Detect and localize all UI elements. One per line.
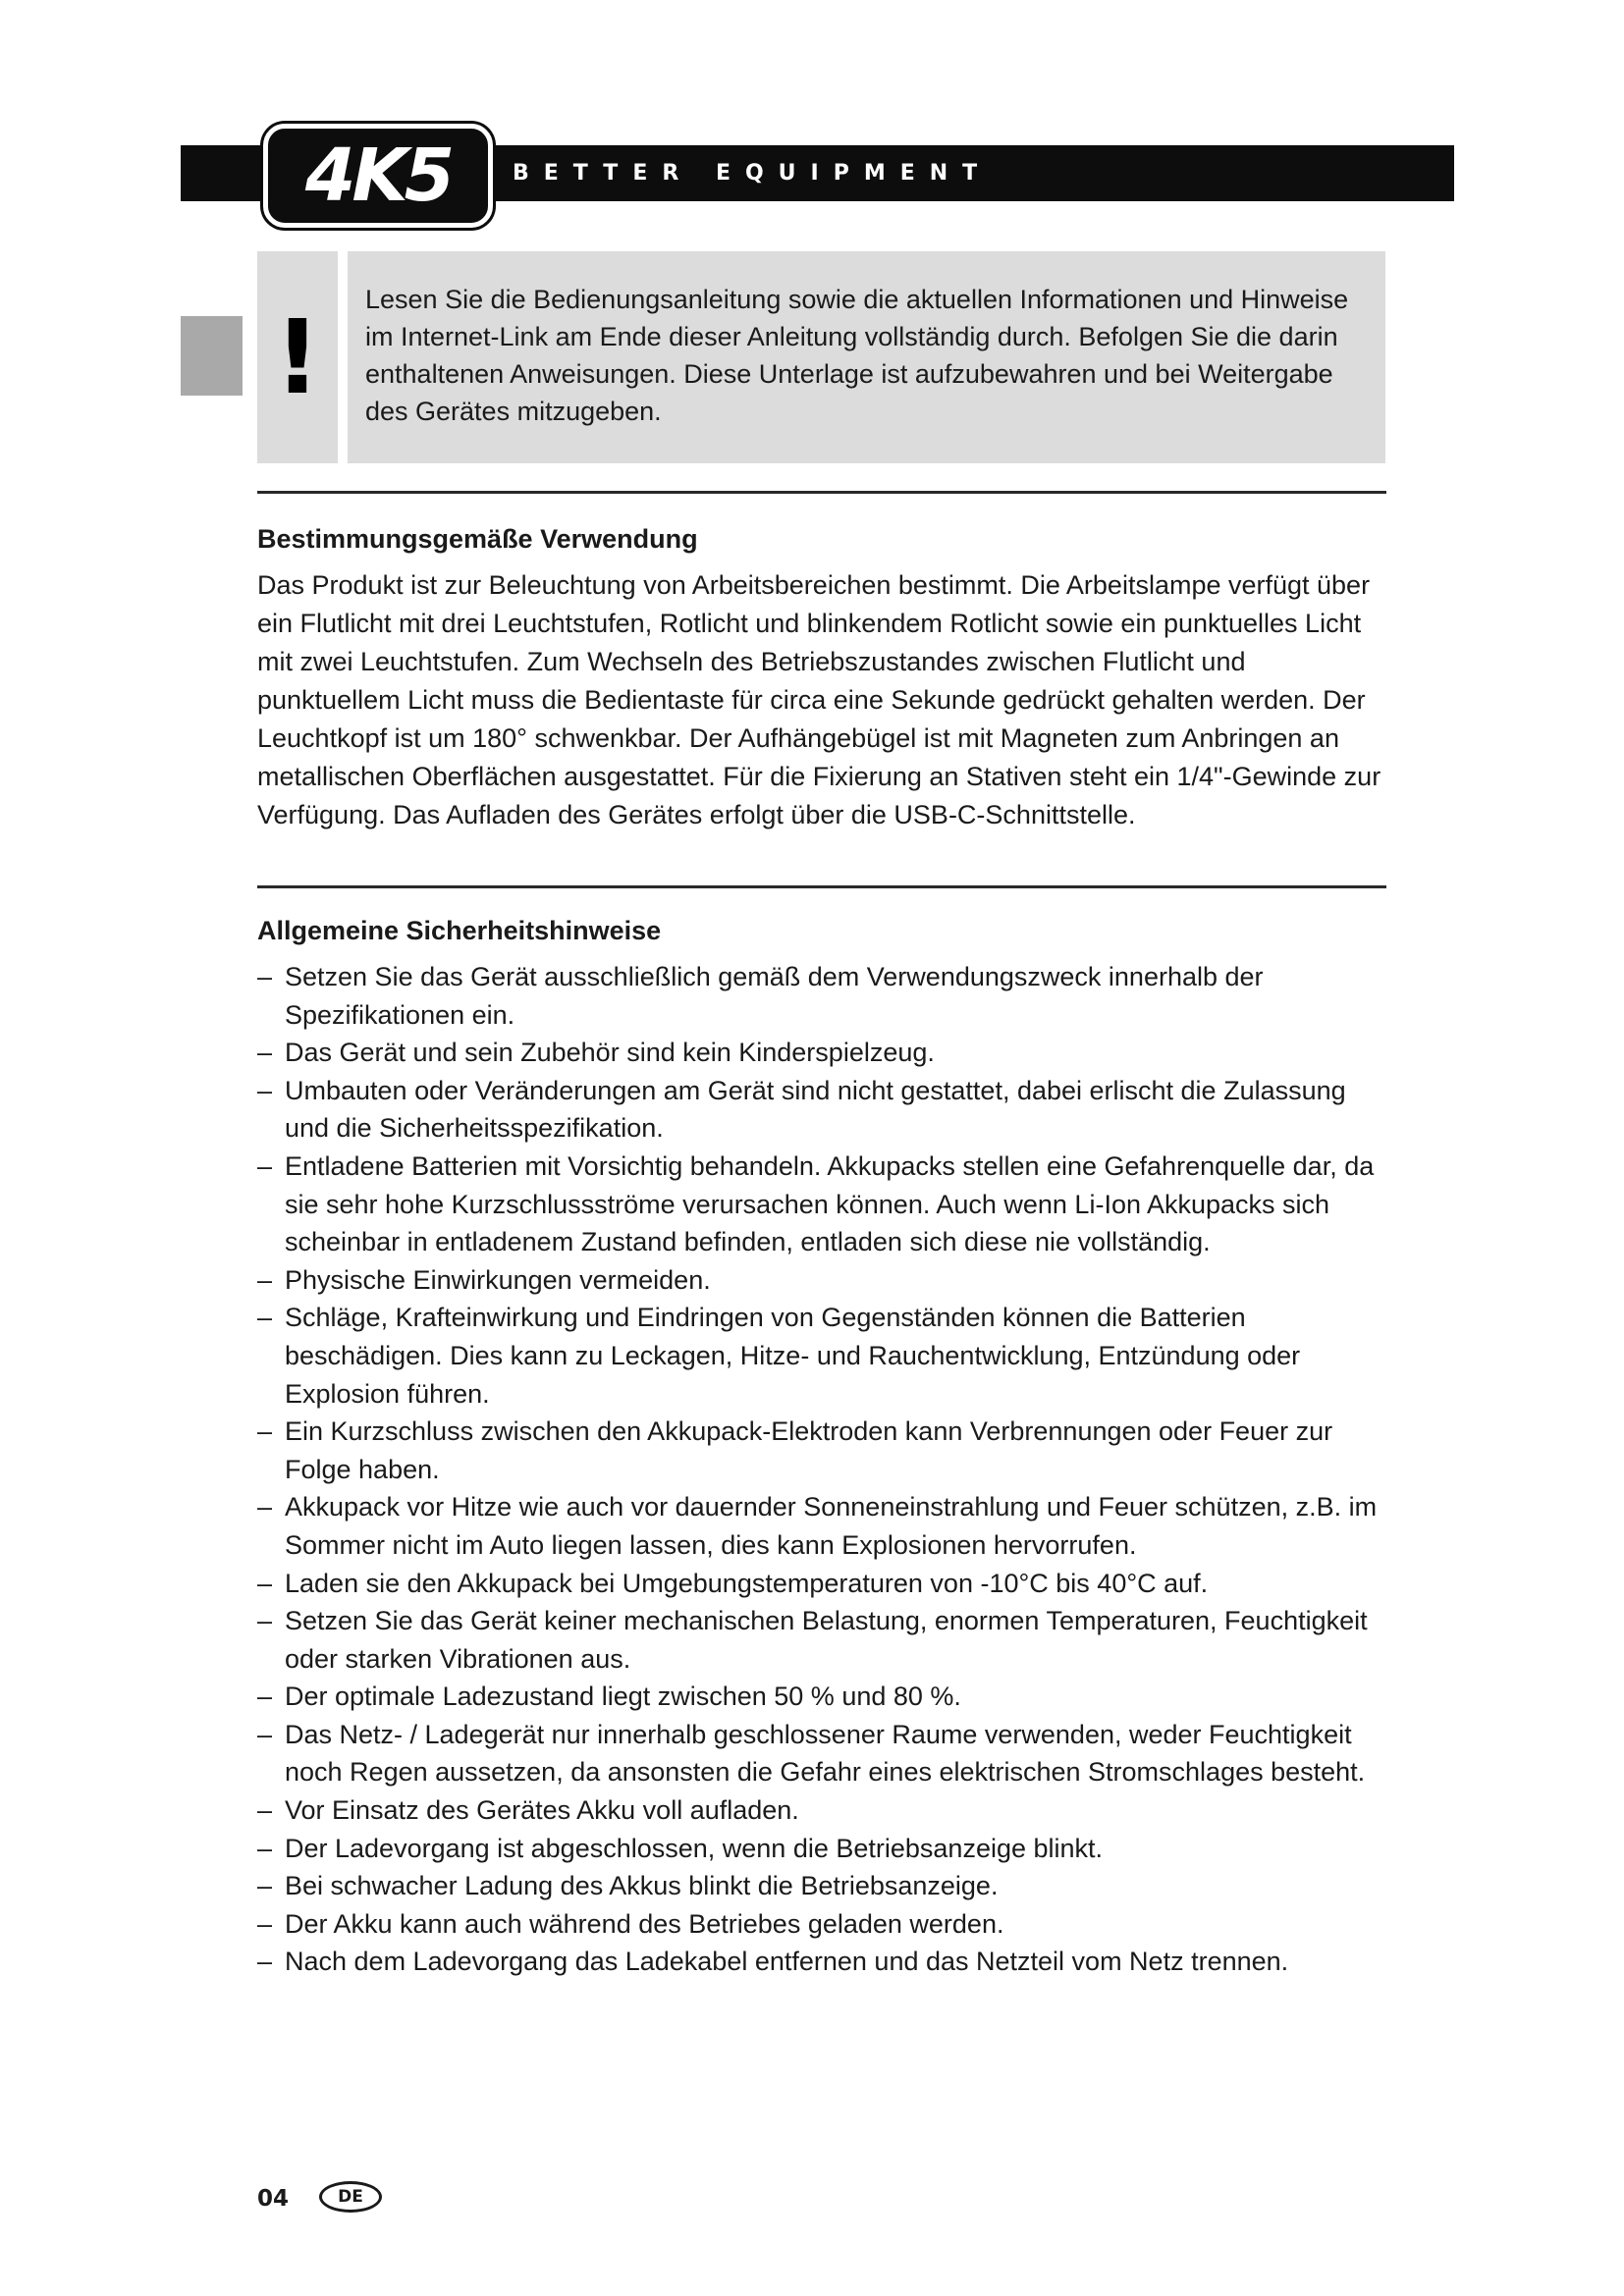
list-item-text: Akkupack vor Hitze wie auch vor dauernder Sonneneinstrahlung und Feuer schützen, z.B. im Sommer nicht im Auto liegen lassen, dies kann Explosionen hervorrufen. xyxy=(285,1492,1378,1560)
list-item-text: Setzen Sie das Gerät keiner mechanischen Belastung, enormen Temperaturen, Feuchtigkeit oder starken Vibrationen aus. xyxy=(285,1606,1368,1674)
notice-text: Lesen Sie die Bedienungsanleitung sowie die aktuellen Informationen und Hinweise im Internet-Link am Ende dieser Anleitung vollständig durch. Befolgen Sie die darin enthaltenen Anweisungen. Diese Unterlage ist aufzubewahren und bei Weitergabe des Gerätes mitzugeben. xyxy=(365,285,1349,426)
list-item xyxy=(257,1148,1386,1261)
page-number: 04 xyxy=(257,2186,290,2212)
list-item xyxy=(257,1565,1386,1603)
dash-bullet: – xyxy=(257,1719,273,1749)
dash-bullet: – xyxy=(257,1038,273,1068)
list-item-text: Nach dem Ladevorgang das Ladekabel entfernen und das Netzteil vom Netz trennen. xyxy=(285,1947,1289,1977)
dash-bullet: – xyxy=(257,1947,273,1977)
dash-bullet: – xyxy=(257,1492,273,1522)
brand-tagline: BETTER EQUIPMENT xyxy=(513,161,993,186)
list-item xyxy=(257,958,1386,1034)
list-item-text: Schläge, Krafteinwirkung und Eindringen von Gegenständen können die Batterien beschädigen. Dies kann zu Leckagen, Hitze- und Rauchentwicklung, Entzündung oder Explosion führen. xyxy=(285,1303,1301,1409)
dash-bullet: – xyxy=(257,1833,273,1863)
dash-bullet: – xyxy=(257,1303,273,1333)
intended-use-heading: Bestimmungsgemäße Verwendung xyxy=(257,524,698,554)
list-item xyxy=(257,1413,1386,1488)
list-item xyxy=(257,1905,1386,1944)
brand-logo xyxy=(263,124,493,228)
list-item-text: Bei schwacher Ladung des Akkus blinkt die Betriebsanzeige. xyxy=(285,1871,999,1901)
list-item xyxy=(257,1830,1386,1868)
list-item xyxy=(257,1488,1386,1564)
list-item-text: Der Akku kann auch während des Betriebes geladen werden. xyxy=(285,1908,1004,1939)
list-item xyxy=(257,1602,1386,1678)
side-marker xyxy=(181,316,243,396)
dash-bullet: – xyxy=(257,1568,273,1598)
list-item-text: Das Netz- / Ladegerät nur innerhalb geschlossener Raume verwenden, weder Feuchtigkeit noch Regen aussetzen, da ansonsten die Gefahr eines elektrischen Stromschlages besteht. xyxy=(285,1719,1366,1788)
dash-bullet: – xyxy=(257,962,273,991)
language-badge: DE xyxy=(319,2181,382,2213)
list-item xyxy=(257,1791,1386,1830)
notice-box xyxy=(348,251,1385,463)
dash-bullet: – xyxy=(257,1264,273,1295)
dash-bullet: – xyxy=(257,1682,273,1712)
list-item-text: Entladene Batterien mit Vorsichtig behandeln. Akkupacks stellen eine Gefahrenquelle dar, da sie sehr hohe Kurzschlussströme verursachen können. Auch wenn Li-Ion Akkupacks sich scheinbar in entladenem Zustand befinden, entladen sich diese nie vollständig. xyxy=(285,1150,1375,1257)
list-item-text: Ein Kurzschluss zwischen den Akkupack-Elektroden kann Verbrennungen oder Feuer zur Folge haben. xyxy=(285,1416,1333,1484)
list-item xyxy=(257,1867,1386,1905)
list-item-text: Vor Einsatz des Gerätes Akku voll aufladen. xyxy=(285,1795,799,1826)
list-item xyxy=(257,1678,1386,1716)
logo-text: 4K5 xyxy=(304,133,452,218)
list-item-text: Das Gerät und sein Zubehör sind kein Kinderspielzeug. xyxy=(285,1038,935,1068)
dash-bullet: – xyxy=(257,1606,273,1636)
dash-bullet: – xyxy=(257,1871,273,1901)
list-item xyxy=(257,1716,1386,1791)
dash-bullet: – xyxy=(257,1075,273,1105)
exclamation-icon: ! xyxy=(274,297,321,417)
safety-list xyxy=(257,958,1386,1981)
list-item-text: Laden sie den Akkupack bei Umgebungstemperaturen von -10°C bis 40°C auf. xyxy=(285,1568,1209,1598)
list-item xyxy=(257,1034,1386,1072)
intended-use-section xyxy=(257,521,1386,834)
section-divider xyxy=(257,491,1386,494)
dash-bullet: – xyxy=(257,1150,273,1181)
dash-bullet: – xyxy=(257,1416,273,1447)
list-item-text: Der Ladevorgang ist abgeschlossen, wenn die Betriebsanzeige blinkt. xyxy=(285,1833,1104,1863)
list-item-text: Setzen Sie das Gerät ausschließlich gemäß dem Verwendungszweck innerhalb der Spezifikationen ein. xyxy=(285,962,1264,1030)
dash-bullet: – xyxy=(257,1908,273,1939)
list-item-text: Umbauten oder Veränderungen am Gerät sind nicht gestattet, dabei erlischt die Zulassung und die Sicherheitsspezifikation. xyxy=(285,1075,1346,1144)
list-item xyxy=(257,1261,1386,1300)
list-item-text: Physische Einwirkungen vermeiden. xyxy=(285,1264,711,1295)
list-item xyxy=(257,1072,1386,1148)
intended-use-body: Das Produkt ist zur Beleuchtung von Arbeitsbereichen bestimmt. Die Arbeitslampe verfügt über ein Flutlicht mit drei Leuchtstufen, Rotlicht und blinkendem Rotlicht sowie ein punktuelles Licht mit zwei Leuchtstufen. Zum Wechseln des Betriebszustandes zwischen Flutlicht und punktuellem Licht muss die Bedientaste für circa eine Sekunde gedrückt gehalten werden. Der Leuchtkopf ist um 180° schwenkbar. Der Aufhängebügel ist mit Magneten zum Anbringen an metallischen Oberflächen ausgestattet. Für die Fixierung an Stativen steht ein 1/4"-Gewinde zur Verfügung. Das Aufladen des Gerätes erfolgt über die USB-C-Schnittstelle. xyxy=(257,570,1381,829)
list-item xyxy=(257,1299,1386,1413)
dash-bullet: – xyxy=(257,1795,273,1826)
safety-section xyxy=(257,913,1386,1981)
list-item-text: Der optimale Ladezustand liegt zwischen 50 % und 80 %. xyxy=(285,1682,961,1712)
notice-icon-box xyxy=(257,251,338,463)
safety-heading: Allgemeine Sicherheitshinweise xyxy=(257,916,662,945)
list-item xyxy=(257,1943,1386,1981)
section-divider xyxy=(257,885,1386,888)
